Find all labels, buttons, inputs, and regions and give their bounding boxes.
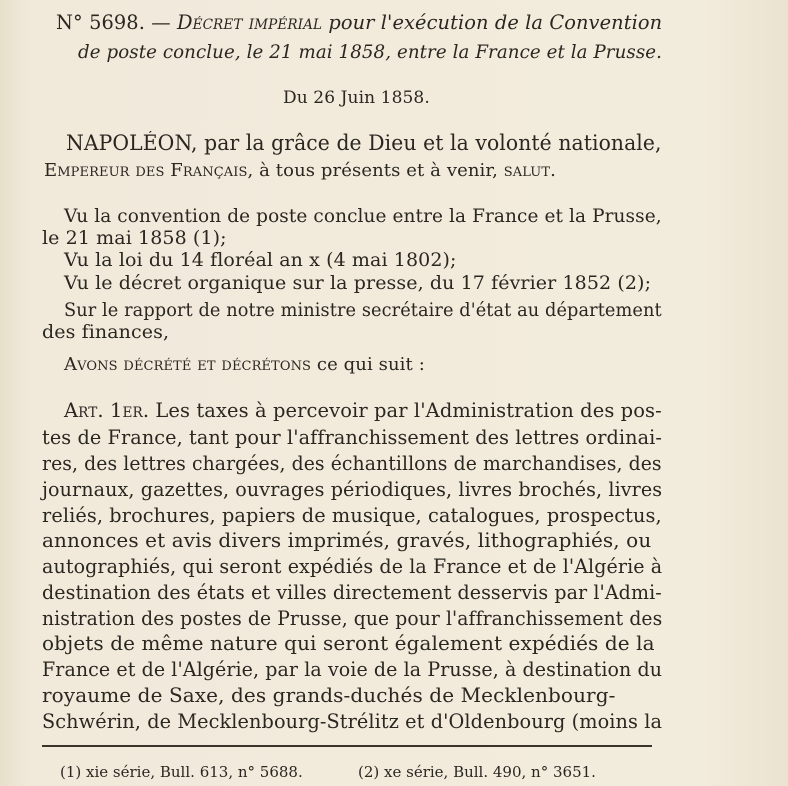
decree-date: Du 26 Juin 1858. bbox=[283, 88, 430, 108]
header-dash: — bbox=[151, 10, 171, 34]
enacting-clause-smallcaps: Avons décrété et décrétons bbox=[64, 354, 312, 375]
article-line: reliés, brochures, papiers de musique, catalogues, prospectus, bbox=[42, 503, 662, 527]
considerant-line: Vu le décret organique sur la presse, du 17 février 1852 (2); bbox=[64, 272, 652, 294]
decree-header-line2: de poste conclue, le 21 mai 1858, entre la France et la Prusse. bbox=[78, 41, 663, 63]
preamble-line1-rest: , par la grâce de Dieu et la volonté nationale, bbox=[191, 131, 662, 155]
article-line: autographiés, qui seront expédiés de la France et de l'Algérie à bbox=[42, 554, 663, 578]
decree-number: N° 5698. bbox=[56, 10, 145, 34]
considerant-line: Vu la convention de poste conclue entre la France et la Prusse, bbox=[64, 205, 662, 227]
enacting-clause bbox=[64, 354, 425, 375]
decree-title-rest: pour l'exécution de la Convention bbox=[328, 10, 663, 34]
decree-title-smallcaps: Décret impérial bbox=[176, 10, 323, 34]
article-line: tes de France, tant pour l'affranchissement des lettres ordinai- bbox=[42, 425, 663, 449]
article-line: journaux, gazettes, ouvrages périodiques, livres brochés, livres bbox=[42, 477, 663, 501]
article-line: France et de l'Algérie, par la voie de la Prusse, à destination du bbox=[42, 657, 663, 681]
article-line: nistration des postes de Prusse, que pour l'affranchissement des bbox=[42, 606, 663, 630]
preamble-line2-rest: , à tous présents et à venir, bbox=[247, 160, 498, 181]
article-line: royaume de Saxe, des grands-duchés de Mecklenbourg- bbox=[42, 683, 616, 707]
considerant-line: Vu la loi du 14 floréal an x (4 mai 1802); bbox=[64, 249, 457, 271]
decree-header-line1 bbox=[56, 10, 662, 34]
footnote-1: (1) xie série, Bull. 613, n° 5688. bbox=[60, 763, 303, 781]
preamble-line1 bbox=[66, 131, 662, 155]
article-line: objets de même nature qui seront également expédiés de la bbox=[42, 631, 655, 655]
article-line: annonces et avis divers imprimés, gravés, lithographiés, ou bbox=[42, 528, 652, 552]
article-line: res, des lettres chargées, des échantillons de marchandises, des bbox=[42, 451, 662, 475]
footnote-divider bbox=[42, 745, 652, 747]
considerant-line: Sur le rapport de notre ministre secrétaire d'état au département bbox=[64, 299, 662, 321]
preamble-line2 bbox=[44, 160, 556, 181]
footnote-2: (2) xe série, Bull. 490, n° 3651. bbox=[358, 763, 596, 781]
article-line: Schwérin, de Mecklenbourg-Strélitz et d'Oldenbourg (moins la bbox=[42, 709, 663, 733]
considerant-line: le 21 mai 1858 (1); bbox=[42, 227, 227, 249]
enacting-clause-rest: ce qui suit : bbox=[316, 354, 425, 375]
salut: salut. bbox=[503, 160, 556, 181]
emperor-title: Empereur des Français bbox=[44, 160, 248, 181]
article-label: Art. 1er. bbox=[64, 398, 150, 422]
considerant-line: des finances, bbox=[42, 321, 170, 343]
article-line: destination des états et villes directement desservis par l'Admi- bbox=[42, 580, 662, 604]
article-line-first bbox=[64, 398, 662, 422]
emperor-name: NAPOLÉON bbox=[66, 131, 192, 155]
article-line: Les taxes à percevoir par l'Administration des pos- bbox=[155, 398, 662, 422]
